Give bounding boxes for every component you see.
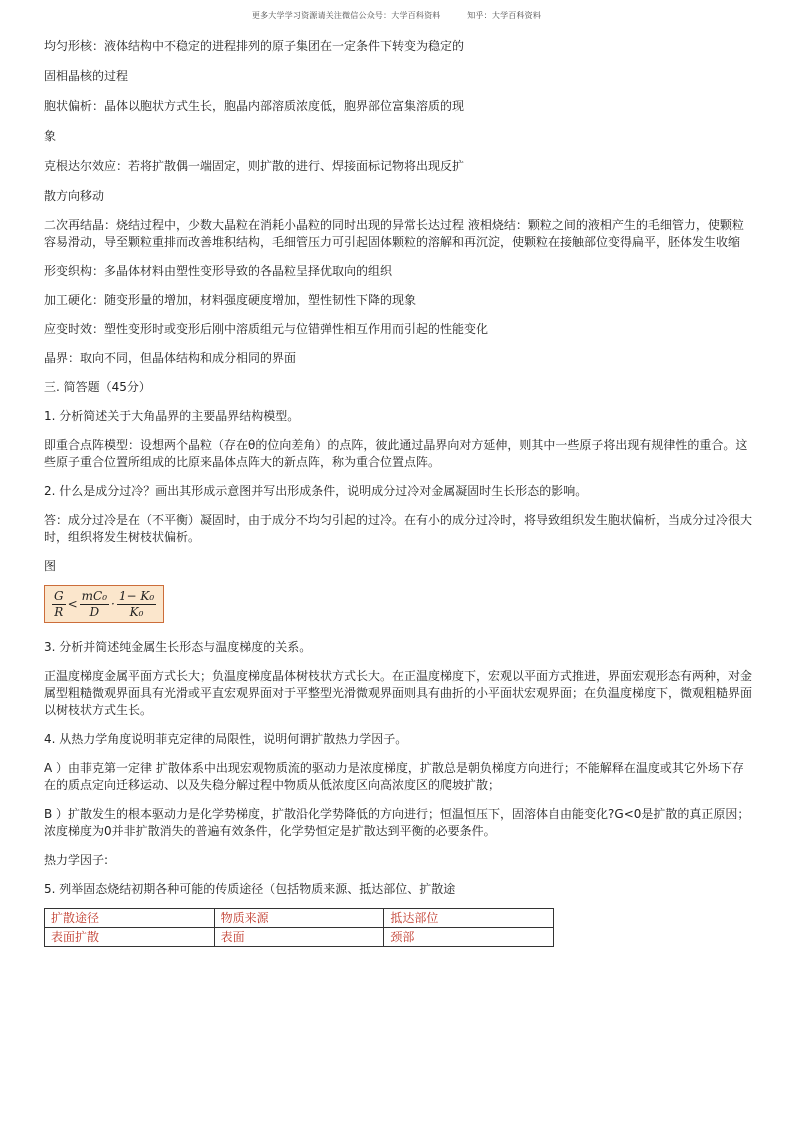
formula-denominator-k0: K₀ xyxy=(129,605,144,619)
figure-label: 图 xyxy=(44,559,57,573)
question-2: 2. 什么是成分过冷？画出其形成示意图并写出形成条件，说明成分过冷对金属凝固时生长形态的影响。 xyxy=(44,484,588,498)
para-uniform-nucleation-1: 均匀形核：液体结构中不稳定的进程排列的原子集团在一定条件下转变为稳定的 xyxy=(44,39,465,53)
formula-denominator-d: D xyxy=(89,605,100,619)
formula-dot: · xyxy=(111,597,115,611)
document-body xyxy=(44,36,754,947)
question-3: 3. 分析并简述纯金属生长形态与温度梯度的关系。 xyxy=(44,640,312,654)
formula-fraction-g-r xyxy=(51,589,67,620)
table-cell: 颈部 xyxy=(384,928,554,947)
para-cellular-segregation-1: 胞状偏析：晶体以胞状方式生长，胞晶内部溶质浓度低，胞界部位富集溶质的现 xyxy=(44,99,465,113)
formula-numerator-g: G xyxy=(54,589,64,603)
answer-4-part-a: A ）由菲克第一定律 扩散体系中出现宏观物质流的驱动力是浓度梯度，扩散总是朝负梯度方向进行；不能解释在温度或其它外场下存在的质点定向迁移运动、以及失稳分解过程中物质从低浓度区向高浓度区的爬坡扩散； xyxy=(44,761,744,792)
page-header xyxy=(0,10,793,21)
formula-numerator-1-minus-k0: 1− K₀ xyxy=(118,589,155,603)
para-secondary-recrystallization: 二次再结晶：烧结过程中，少数大晶粒在消耗小晶粒的同时出现的异常长达过程 液相烧结：颗粒之间的液相产生的毛细管力，使颗粒容易滑动，导至颗粒重排而改善堆积结构，毛细管压力可引起固体颗粒的溶解和再沉淀，使颗粒在接触部位变得扁平，胚体发生收缩 xyxy=(44,218,744,249)
formula-container xyxy=(44,585,754,627)
table-cell: 表面扩散 xyxy=(45,928,215,947)
header-wechat-note: 更多大学学习资源请关注微信公众号：大学百科资料 xyxy=(251,11,441,20)
para-work-hardening: 加工硬化：随变形量的增加，材料强度硬度增加，塑性韧性下降的现象 xyxy=(44,293,417,307)
table-header-cell: 物质来源 xyxy=(214,909,384,928)
para-cellular-segregation-2: 象 xyxy=(44,129,57,143)
para-grain-boundary: 晶界：取向不同，但晶体结构和成分相同的界面 xyxy=(44,351,297,365)
formula-denominator-r: R xyxy=(54,605,64,619)
answer-4-part-b: B ）扩散发生的根本驱动力是化学势梯度，扩散沿化学势降低的方向进行；恒温恒压下，固溶体自由能变化?G<0是扩散的真正原因；浓度梯度为0并非扩散消失的普遍有效条件，化学势恒定是扩散达到平衡的必要条件。 xyxy=(44,807,750,838)
para-kirkendall-2: 散方向移动 xyxy=(44,189,105,203)
formula-numerator-mc0: mC₀ xyxy=(81,589,108,603)
question-1: 1. 分析简述关于大角晶界的主要晶界结构模型。 xyxy=(44,409,300,423)
formula-fraction-k0 xyxy=(116,589,157,620)
table-cell: 表面 xyxy=(214,928,384,947)
question-4: 4. 从热力学角度说明菲克定律的局限性，说明何谓扩散热力学因子。 xyxy=(44,732,408,746)
para-kirkendall-1: 克根达尔效应：若将扩散偶一端固定，则扩散的进行、焊接面标记物将出现反扩 xyxy=(44,159,465,173)
constitutional-supercooling-formula xyxy=(44,585,164,623)
answer-1: 即重合点阵模型：设想两个晶粒（存在θ的位向差角）的点阵，彼此通过晶界向对方延伸，则其中一些原子将出现有规律性的重合。这些原子重合位置所组成的比原来晶体点阵大的新点阵，称为重合位置点阵。 xyxy=(44,438,748,469)
para-strain-aging: 应变时效：塑性变形时或变形后刚中溶质组元与位错弹性相互作用而引起的性能变化 xyxy=(44,322,489,336)
section-heading-short-answer: 三. 简答题（45分） xyxy=(44,380,151,394)
table-row xyxy=(45,928,554,947)
answer-2: 答：成分过冷是在（不平衡）凝固时，由于成分不均匀引起的过冷。在有小的成分过冷时，将导致组织发生胞状偏析，当成分过冷很大时，组织将发生树枝状偏析。 xyxy=(44,513,753,544)
question-5: 5. 列举固态烧结初期各种可能的传质途径（包括物质来源、抵达部位、扩散途 xyxy=(44,882,456,896)
answer-3: 正温度梯度金属平面方式长大；负温度梯度晶体树枝状方式长大。在正温度梯度下，宏观以平面方式推进，界面宏观形态有两种，对金属型粗糙微观界面具有光滑或平直宏观界面对于平整型光滑微观界面则具有曲折的小平面状宏观界面；在负温度梯度下，微观粗糙界面以树枝状方式生长。 xyxy=(44,669,753,717)
para-deformation-texture: 形变织构：多晶体材料由塑性变形导致的各晶粒呈择优取向的组织 xyxy=(44,264,393,278)
thermodynamic-factor-label: 热力学因子: xyxy=(44,853,109,867)
para-uniform-nucleation-2: 固相晶核的过程 xyxy=(44,69,129,83)
header-zhihu-note: 知乎：大学百科资料 xyxy=(467,11,542,20)
table-header-cell: 扩散途径 xyxy=(45,909,215,928)
diffusion-path-table xyxy=(44,908,554,947)
table-header-cell: 抵达部位 xyxy=(384,909,554,928)
table-header-row xyxy=(45,909,554,928)
formula-less-than: < xyxy=(67,597,78,611)
formula-fraction-mc0-d xyxy=(79,589,110,620)
